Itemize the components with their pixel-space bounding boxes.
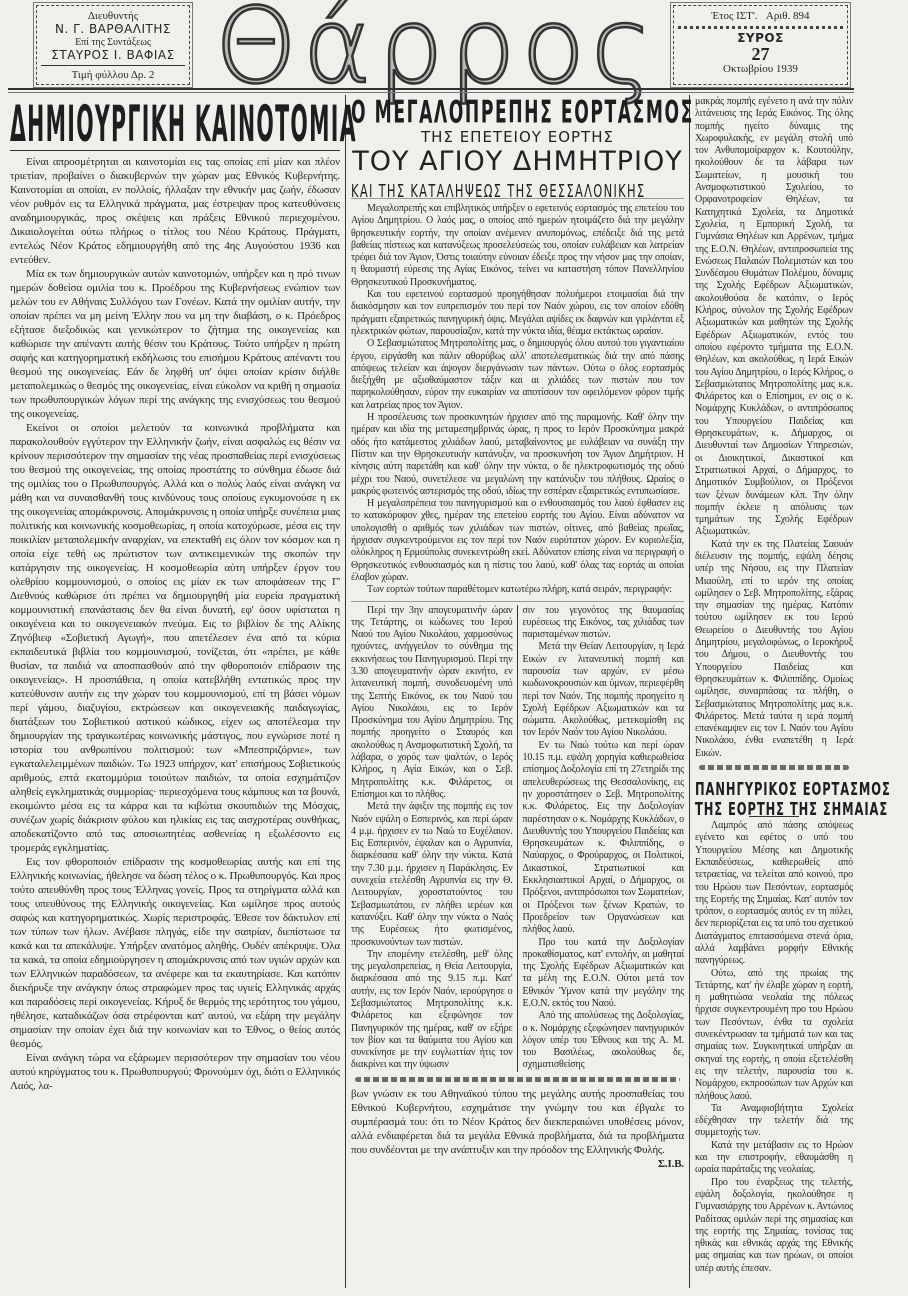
right-column [695,96,891,1275]
paragraph: Και του εφετεινού εορτασμού προηγήθησαν πολυήμεροι ετοιμασίαι διά την διακόσμησιν και τον ευπρεπισμόν του περί τον Ναόν χώρου, εις τον οποίον εδόθη πράγματι εξαιρετικώς πανηγυρική όψις. Μεγάλαι αψίδες εκ δαφνών και γιρλάνται εξ ηλεκτρικών φώτων, παρουσίαζον, κατά την νύκτα ιδία, θέαμα εκτάκτως ωραίον. [351,289,684,337]
paragraph: Είναι απροσμέτρηται αι καινοτομίαι εις τας οποίας επί μίαν και πλέον τριετίαν, προβαίνει ο διακυβερνών την χώραν μας Εθνικός Κυβερνήτης. Καινοτομίαι αι οποίαι, εν πολλοίς, ήλλαξαν την εθνικήν μας ζωήν, έδωσαν νέον ρυθμόν εις τα Ελληνικά πράγματα, μας έστρεψαν προς κατευθύνσεις αναδημιουργικάς, προς σκέψεις και πράξεις Εθνικού περιεχομένου. Δικαιολογείται ούτω πλήρως ο τίτλος του Νέου Κράτους. Πράγματι, εντελώς Νέον Κράτος εδημιουργήθη από της 4ης Αυγούστου 1936 και εντεύθεν. [10,156,340,266]
city: ΣΥΡΟΣ [737,31,784,45]
signature: Σ.Ι.Β. [657,1157,684,1170]
box-divider [678,26,843,29]
headline-line-1: Ο ΜΕΓΑΛΟΠΡΕΠΗΣ ΕΟΡΤΑΣΜΟΣ [351,96,694,131]
ornamental-divider [355,1077,680,1082]
headline-line-4: ΚΑΙ ΤΗΣ ΚΑΤΑΛΗΨΕΩΣ ΤΗΣ ΘΕΣΣΑΛΟΝΙΚΗΣ [351,182,646,203]
director-label: Διευθυντής [87,10,139,22]
center-closing [351,1087,684,1170]
masthead-right-box [673,5,848,85]
paragraph: μακράς πομπής εγένετο η ανά την πόλιν λιτάνευσις της Ιεράς Εικόνος. Της όλης πομπής ηγείτο δύναμις της Χωροφυλακής, εν μεγάλη στολή υπό τον Ανθυπομοίραρχον κ. Κουτούλην, ηκολούθουν δε τα λάβαρα των Σωματείων, η μουσική του Ανσμοφωτιστικού Σχολείου, το Ορφανοτροφείον Θηλέων, τα Κατηχητικά Σχολεία, τα Δημοτικά Σχολεία, η Εμπορική Σχολή, τα Γυμνάσια Θηλέων και Αρρένων, τμήμα της Ε.Ο.Ν. Θηλέων, αντιπροσωπεία της Ενώσεως Παλαιών Πολεμιστών και του Συνδέσμου Θυμάτων Πολέμου, δύναμις της Σχολής Εφέδρων Αξιωματικών, ακολουθούσα δε κατόπιν, ο Ιερός Κλήρος, σύνολον της Σχολής Εφέδρων Αξιωματικών και μαθητών της Σχολής Εφέδρων Αξιωματικών, εντός του οποίου εφέροντο τμήματα της Ε.Ο.Ν. Θηλέων, και ακολούθως, η Ιερά Εικών του Αγίου Δημητρίου, ο Ιερός Κλήρος, ο Σεβασμιώτατος Μητροπολίτης μας κ.κ. Φιλάρετος και ο Επίσημοι, εν οις ο κ. Νομάρχης Κυκλάδων, ο αντιπρόσωπος του Υπουργείου Παιδείας και Θρησκευμάτων, κ. Δήμαρχος, οι Διευθυνταί των Δημοσίων Υπηρεσιών, οι Διοικητικοί, Δικαστικοί και Στρατιωτικοί Αρχαί, ο Δήμαρχος, το Δημοτικόν Συμβούλιον, οι Πρόξενοι των ξένων δυνάμεων κλπ. Την όλην πομπήν έκλειε η απόλυσις των τμημάτων της Σχολής Εφέδρων Αξιωματικών. [695,96,853,538]
headline-line-3: ΤΟΥ ΑΓΙΟΥ ΔΗΜΗΤΡΙΟΥ [352,146,683,177]
paragraph: Εν τω Ναώ τούτω και περί ώραν 10.15 π.μ. εψάλη χορηγία καθιερωθείσα επίσημος Δοξολογία επί τη 27ετηρίδι της απελευθερώσεως της Θεσσαλονίκης, εις ην χοροστάτησεν ο Σεβ. Μητροπολίτης κ.κ. Φιλάρετος. Εις την Δοξολογίαν παρέστησαν ο κ. Νομάρχης Κυκλάδων, ο Διευθυντής του Υπουργείου Παιδείας και Θρησκευμάτων κ. Φιλιππίδης, ο Ναύαρχος, ο Φρούραρχος, οι Πολιτικοί, Δικαστικοί, Στρατιωτικοί και Εκκλησιαστικοί Αρχαί, ο Δήμαρχος, οι Πρόξενοι, αντιπρόσωποι των Σωματείων, οι Πρόξενοι των ξένων Κρατών, το Προεδρείον των Οργανώσεων και πλήθος λαού. [522,739,684,936]
center-subcolumns [351,601,684,1072]
paragraph: Κατά την μετάβασιν εις το Ηρώον και την επιστροφήν, εθαυμάσθη η ωραία παράταξις της νεολαίας. [695,1139,853,1176]
masthead-rule [8,88,854,93]
paragraph: Εκείνοι οι οποίοι μελετούν τα κοινωνικά προβλήματα και παρακολουθούν εγγύτερον την Ελληνικήν ζωήν, είναι ασφαλώς εις θέσιν να κρίνουν περισσότερον την σημασίαν της νέας προσπαθείας περί ενισχύσεως του θεσμού της οικογενείας, της οποίας προστάτης το σύνθημα έδωσε διά της ομιλίας του ο Πρωθυπουργός. Αλλά και ο πολύς λαός είναι ανάγκη να μάθη και να συναισθανθή τους κινδύνους τους οποίους εγκυμονούσε η εκ της οικογενείας απομάκρυνσις. Απομάκρυνσις η οποία υπήρξε συνέπεια μιας πολιτικής και κοινωνικής κοσμοθεωρίας, η οποία κατοχύρωσε, μέσα εις την ποικιλίαν μεταπολεμικήν αναρχίαν, να επεκταθή εις όλον τον κόσμον και η οποία είχε τεθή ως πρώτιστον των αντικειμενικών της σκοπών την κατάργησιν της οικογενείας. Η κοσμοθεωρία αύτη υπήρξεν έργον του ολεθρίου κομμουνισμού, ο οποίος εις μίαν εκ των αποφάσεων της Γ' Διεθνούς καθώρισε ότι πρέπει να δημιουργηθή μία ευρεία πραγματική κομμουνιστική επανάστασις δεν θα είναι δυνατή, εφ' όσον υφίσταται η οικογένεια και το οικογενειακόν πνεύμα. Εις το βιβλίον δε της Αλίκης Ζηνόβιεφ «Σοβιετική Αγωγή», που απετέλεσεν ένα από τα κύρια εκπαιδευτικά βιβλία του κομμουνισμού, τονίζεται, ότι «πρέπει, με κάθε θυσίαν, τα παιδιά να αποσπασθούν από την φθοροποιόν επίδρασιν της οικογενείας». Η προσπάθεια, η οποία κατεβλήθη εντατικώς προς την κατεύθυνσιν αυτήν εις την χώραν του κομμουνισμού, επί τη βάσει νόμων περί γάμου, διαζυγίου, εκτρώσεων και οικογενειακής παιδαγωγίας, διατάξεων του Σοβιετικού αστικού κώδικος, είχεν ως αποτέλεσμα την δημιουργίαν της τραγικωτέρας κοινωνικής μάστιγος, που εγνώρισε ποτέ η ιστορία του ανθρωπίνου πολιτισμού: των «Μπεσπριζόρνιε», των εγκαταλελειμμένων παιδιών. Τω 1923 υπήρχον, κατ' επισήμους Σοβιετικούς αριθμούς, επτά εκατομμύρια τοιούτων παιδιών, τα οποία εσχημάτιζον αληθείς εγκληματικάς συμμορίας· περιεσχόμενα τους κάμπους και τα βουνά, εκοιμώντο μέσα εις τα κάρρα και τα κιβώτια σκουπιδιών της Μόσχας, συνέζων χωρίς διάκρισιν φύλου και ηλικίας εις τας αισχροτέρας συνθήκας, αποδεκατίζοντο από τας αποσιωπητέας ασθενείας η εξωλέσοντο εις τρομεράς εγκληματίας. [10,422,340,854]
paragraph: Είναι ανάγκη τώρα να εξάρωμεν περισσότερον την σημασίαν του νέου αυτού κηρύγματος του κ. Πρωθυπουργού; Φρονούμεν όχι, διότι ο Ελληνικός Λαός, λα- [10,1052,340,1092]
director-name: Ν. Γ. ΒΑΡΘΑΛΙΤΗΣ [55,22,171,36]
column-rule [689,95,690,1288]
paragraph: Μετά την άφιξιν της πομπής εις τον Ναόν εψάλη ο Εσπερινός, και περί ώραν 4 μ.μ. ήρχισεν εν τω Ναώ το Ευχέλαιον. Εις Εσπερινόν, έψαλαν και ο Αγρυπνία, διαρκέσασα καθ' όλην την νύκτα. Κατά την 7.30 μ.μ. ήρχισεν η Παράκλησις. Εν συνεχεία ετελέσθη Αγρυπνία εις την Θ. Λειτουργίαν, χοροστατούντος του Σεβασμιωτάτου, εν πλήθει ιερέων και κατανύξει. Καθ' όλην την νύκτα ο Ναός της Ευρέσεως ήτο φωτισμένος, προσκυνούντων των πιστών. [351,801,513,948]
paragraph: Από της απολύσεως της Δοξολογίας, ο κ. Νομάρχης εξεφώνησεν πανηγυρικόν λόγον υπέρ του Έθνους και της Α. Μ. του Βασιλέως, ακολούθως δε, σχηματισθείσης [522,1010,684,1071]
paragraph: Η μεγαλοπρέπεια του πανηγυρισμού και ο ενθουσιασμός του λαού έφθασεν εις το κατακόρυφον χθες, ημέραν της επετείου εορτής του Αγίου. Είναι αδύνατον να υπολογισθή ο αριθμός των χιλιάδων των πιστών, οίτινες, από βαθείας πρωΐας, ήρχισαν συγκεντρούμενοι εις τον περί τον Ναόν ευρύτατον χώρον. Εν κυριολεξία, ολόκληρος η Ερμούπολις συνεκεντρώθη εκεί. Αδύνατον επίσης είναι να περιγραφή ο Θρησκευτικός ενθουσιασμός και η πίστις του λαού, καθ' όλας τας εορτάς αι οποίαι έλαβον χώραν. [351,498,684,583]
paragraph: Κατά την εκ της Πλατείας Σαουάν διέλευσιν της πομπής, εψάλη δέησις υπέρ της Νήσου, εις την Πλατείαν Μιαούλη, επί το ιερόν της οποίας ωμίλησεν ο Σεβ. Μητροπολίτης, εξάρας την σημασίαν της ημέρας. Κατόπιν τούτου ωμίλησεν εκ του Ιερού Θεωρείου ο Διευθυντής του Αγίου Δημητρίου, μεγαλοφώνως, ο Ιεροκήρυξ του Δήμου, ο Διευθυντής του Υπουργείου Παιδείας και Θρησκευμάτων κ. Φιλιππίδης. Ομοίως ωμίλησε, συναρπάσας τα πλήθη, ο Σεβασμιώτατος Μητροπολίτης μας κ.κ. Φιλάρετος. Μετά ταύτα η ιερά πομπή επανέκαμψεν εις τον Ι. Ναόν του Αγίου Νικολάου, ένθα εναπετέθη η Ιερά Εικών. [695,538,853,759]
paragraph: Μία εκ των δημιουργικών αυτών καινοτομιών, υπήρξεν και η πρό τινων ημερών δοθείσα ομιλία του κ. Προέδρου της Κυβερνήσεως ενώπιον των μελών του εν Αθήναις Συλλόγου των Γονέων. Κατά την ομιλίαν αυτήν, την οποίαν πρέπει να μη μείνη Έλλην που να μη την διαβάση, ο κ. Πρόεδρος εξήτασε διεξοδικώς και γενικώτερον το ζήτημα της οικογενείας και καθώρισε την απέναντι αυτής θέσιν του Κράτους. Τούτο υπήρξεν η πρώτη σαφής και κατηγορηματική εκδήλωσις του επισήμου Κράτους απέναντι του θεσμού της οικογενείας. Εάν δε ληφθή υπ' όψει οποίαν κρίσιν διήλθε μεταπολεμικώς ο θεσμός της οικογενείας, είναι εύκολον να κριθή η σημασία των πρωθυπουργικών λόγων περί της ανάγκης της ενισχύσεως του θεσμού της οικογενείας. [10,268,340,420]
paragraph: Ούτω, από της πρωίας της Τετάρτης, κατ' ήν έλαβε χώραν η εορτή, η μαθητιώσα νεολαία της πόλεως ήρχισε συγκεντρουμένη προ του Ηρώου των Πεσόντων, ένθα τα σχολεία συνεκέντρωσαν τα τμήματά των και τας σημαίας των. Συγκινητικαί υπήρξαν αι σκηναί της εορτής, η οποία εξετελέσθη εις την τελετήν, παρουσία του κ. Νομάρχου, εκπροσώπων των Αρχών και πλήθους λαού. [695,967,853,1102]
closing-text: βων γνώσιν εκ του Αθηναϊκού τύπου της μεγάλης αυτής προσπαθείας του Εθνικού Κυβερνήτου, εσχημάτισε την γνώμην του και έβγαλε το συμπέρασμά του: ότι το Νέον Κράτος δεν διεκπεραιώνει υποθέσεις μόνον, αλλά ενδιαφέρεται διά τα μεγάλα Εθνικά προβλήματα, διά τα προβλήματα που συνδέονται με την ανάπτυξιν και την πρόοδον της Ελληνικής Φυλής. [351,1087,684,1156]
editor-label: Επί της Συντάξεως [75,37,151,48]
paragraph: Προ του έναρξεως της τελετής, εψάλη δοξολογία, ηκολούθησε η Γυμνασιάρχης του Αρρένων κ. Αντώνιος Ραδίτσας ομιλών περί της σημασίας και της εορτής της Σημαίας, τονίσας τας ηθικάς και εθνικάς αρχάς της Εθνικής μας σημαίας και των ηρώων, οι οποίοι υπέρ αυτής έπεσαν. [695,1176,853,1274]
price: Τιμή φύλλου Δρ. 2 [71,69,155,81]
left-article-headline-wrap [10,96,357,154]
paragraph: Ο Σεβασμιώτατος Μητροπολίτης μας, ο δημιουργός όλου αυτού του γιγαντιαίου έργου, ειργάσθη και πάλιν αθορύβως αλλ' αποτελεσματικώς διά την από πάσης απόψεως τελείαν και άψογον διεργάνωσιν των πάντων. Ούτω ο όλος εορτασμός διεξήχθη με αξιοθαύμαστον τάξιν και αι χιλιάδες των πιστών που τον παρηκολούθησαν, εύρον την ευκαιρίαν να αποτίσουν τον οφειλόμενον φόρον τιμής και λατρείας προς τον Άγιον. [351,338,684,411]
paragraph: Τα Αναμφισβήτητα Σχολεία εδέχθησαν την τελετήν διά της συμμετοχής των. [695,1102,853,1139]
issue-number: Αριθ. 894 [765,10,810,22]
box-divider [41,65,185,66]
paragraph: Των εορτών τούτων παραθέτομεν κατωτέρω πλήρη, κατά σειράν, περιγραφήν: [367,584,672,596]
closing-paragraph [351,1087,684,1170]
center-article [351,96,694,1171]
right-headline-line-2: ΤΗΣ ΕΟΡΤΗΣ ΤΗΣ ΣΗΜΑΙΑΣ [695,798,889,820]
headline-line-2: ΤΗΣ ΕΠΕΤΕΙΟΥ ΕΟΡΤΗΣ [421,128,614,146]
paragraph: Περί την 3ην απογευματινήν ώραν της Τετάρτης, οι κώδωνες του Ιερού Ναού του Αγίου Νικολάου, χαρμοσύνως ηχούντες, ανήγγειλον το σύνθημα της εκκινήσεως του Πανηγυρισμού. Περί την 3.30 απογευματινήν ώραν εκινήτο, εν λιτανευτική πομπή, συνοδευομένη υπό της Σεπτής Εικόνος, εκ του Ναού του Αγίου Νικολάου, εις το Ιερόν Προσκύνημα του Αγίου Δημητρίου. Της πομπής προηγείτο ο Σταυρός και ακολούθως η Ανσμοφωτιστική Σχολή, τα λάβαρα, ο χορός των ψαλτών, ο Ιερός Κλήρος, η Αγία Εικών, και ο Σεβ. Μητροπολίτης κ.κ. Φιλάρετος, οι Επίσημοι και το πλήθος. [351,604,513,800]
right-headline-line-1: ΠΑΝΗΓΥΡΙΚΟΣ ΕΟΡΤΑΣΜΟΣ [695,778,891,800]
date-day: 27 [751,44,770,64]
masthead-left-box [36,5,190,85]
newspaper-title: Θάρρος [215,0,659,107]
left-article-body [10,155,340,1093]
right-column-continued [695,96,853,760]
left-article-headline: ΔΗΜΙΟΥΡΓΙΚΗ ΚΑΙΝΟΤΟΜΙΑ [10,96,357,154]
column-rule [345,95,346,1288]
paragraph: Η προσέλευσις των προσκυνητών ήρχισεν από της παραμονής. Καθ' όλην την ημέραν και ιδία της μεταμεσημβρινάς ώρας, η προς το Ιερόν Προσκύνημα μακρά οδός ήτο κατάμεστος χιλιάδων λαού, μεταβαίνοντος με ευλάβειαν να συνάξη την Πίστιν και την Θρησκευτικήν κατάνυξιν, να προσκυνήση τον Άγιον Δημήτριον. Η κίνησις αύτη παρετάθη και καθ' όλην την νύκτα, ο δε ηλεκτροφωτισμός της οδού μέχρι του Ναού, συνετέλεσε να μεγαλώνη την κατάνυξιν του πλήθους. Ωραίος ο μακρύς φωτεινός αστερισμός της οδού, ιδίως την εσπέραν εξαιρετικώς εντυπωσίασε. [351,412,684,497]
center-article-headline [351,96,694,203]
paragraph: Προ του κατά την Δοξολογίαν προκαθίσματος, κατ' εντολήν, αι μαθηταί της Σχολής Εφέδρων Αξιωματικών και τα μέλη της Ε.Ο.Ν. Ούτοι μετά τον Εθνικόν Ύμνον κατά την μεγάλην της Ε.Ο.Ν. εκτός του Ναού. [522,936,684,1009]
ornamental-divider [699,765,849,770]
paragraph: Εις τον φθοροποιόν επίδρασιν της κοσμοθεωρίας αυτής και επί της Ελληνικής κοινωνίας, ήθελησε να δώση τέλος ο κ. Πρωθυπουργός. Και προς τούτο απευθύνθη προς τους Έλληνας γονείς. Προς τα στηρίγματα αλλά και τους υπευθύνους της Ελληνικής οικογενείας. Και ωμίλησε προς αυτούς σαφώς και κατηγορηματικώς. Χωρίς περιστροφάς. Έθεσε τον δάκτυλον επί των τύπων των ήλων. Ανέβασε πληγάς, είδε την σαπρίαν, διεπίστωσε τα κακά και τα απεκάλυψε. Υπήρξεν ανατόμος αληθής. Ουδέν απέκρυψε. Όλα τα κακά, τα οποία εδημιούργησεν η απομάκρυνσις από των υγιών αρχών και των Ελληνικών παραδόσεων, τα ανέφερε και τα εκαυτηρίασε. Και κατόπιν διεκήρυξε την ανάγκην όπως στραφώμεν προς τας υγιείς Ελληνικάς αρχάς και παραδόσεις περί οικογενείας. Κήρυξ δε θερμός της ιερότητος του γάμου, ηθέλησε, καταδικάζων όσα στρέφονται κατ' αυτού, να εξάρη την μεγάλην σημασίαν την οποίαν έχει διά την κοινωνίαν και το Έθνος, ο θείος αυτός θεσμός. [10,856,340,1050]
right-article-body [695,820,853,1275]
editor-name: ΣΤΑΥΡΟΣ Ι. ΒΑΦΙΑΣ [51,48,175,62]
paragraph: Λαμπρός από πάσης απόψεως εγένετο και εφέτος ο υπό του Υπουργείου Μέσης και Δημοτικής Εκπαιδεύσεως, καθιερωθείς από τετραετίας, να τελείται από κοινού, προ του Ηρώου των Πεσόντων, εορτασμός της Εορτής της Σημαίας. Κατ' αυτόν τον τρόπον, ο εορτασμός αυτός εν τη πόλει, δεν περιορίζεται εις τα υπό του σχετικού Διατάγματος επιτασσόμενα στενά όρια, αλλά λαμβάνει μορφήν Εθνικής πανηγύρεως. [695,820,853,967]
paragraph: Μεγαλοπρεπής και επιβλητικός υπήρξεν ο εφετεινός εορτασμός της επετείου του Αγίου Δημητρίου. Ο λαός μας, ο οποίος από ημερών ητοιμάζετο διά την μεγάλην θρησκευτικήν εορτήν, την οποίαν ανέμενεν ανυπομόνως, επέδειξε διά της μετά βαθείας πίστεως και κατανύξεως προσελεύσεώς του, οποίαν ευλάβειαν και λατρείαν τρέφει διά τον Άγιον, Όστις τοιαύτην εύνοιαν έδειξε προς την νήσον μας την οποίαν, η θαυμαστή εύρεσις της Αγίας Εικόνος, τείνει να καταστήση τόπον Πανελληνίου Θρησκευτικού Προσκυνήματος. [351,203,684,288]
paragraph: Την επομένην ετελέσθη, μεθ' όλης της μεγαλοπρεπείας, η Θεία Λειτουργία, διαρκέσασα από της 9.15 π.μ. Κατ' αυτήν, εις τον Ιερόν Ναόν, ιερούργησε ο Σεβασμιώτατος Μητροπολίτης κ.κ. Φιλάρετος και εξεφώνησε τον Πανηγυρικόν της ημέρας, καθ' ον εξήρε τον βίον και τα θαύματα του Αγίου και συνεκίνησε με την ευγλωττίαν ήτις τον διακρίνει και την ύψωσιν [351,948,513,1071]
center-article-intro [351,203,684,597]
date-month-year: Οκτωβρίου 1939 [723,63,798,75]
year: Έτος ΙΣΤ'. [711,10,758,22]
right-headline [695,775,891,820]
paragraph: Μετά την Θείαν Λειτουργίαν, η Ιερά Εικών εν λιτανευτική πομπή και παρουσία των αρχών, εν μέσω κωδωνοκρουσιών και ύμνων, περιεφέρθη περί τον Ναόν. Της πομπής προηγείτο η Σχολή Εφέδρων Αξιωματικών και τα σώματα. Ακολούθως, μετεκομίσθη εις τον Ιερόν Ναόν του Αγίου Νικολάου. [522,641,684,739]
paragraph: σιν του γεγονότος της θαυμασίας ευρέσεως της Εικόνος, τας χιλιάδας των παρισταμένων πιστών. [522,604,684,641]
left-article [10,96,357,1093]
